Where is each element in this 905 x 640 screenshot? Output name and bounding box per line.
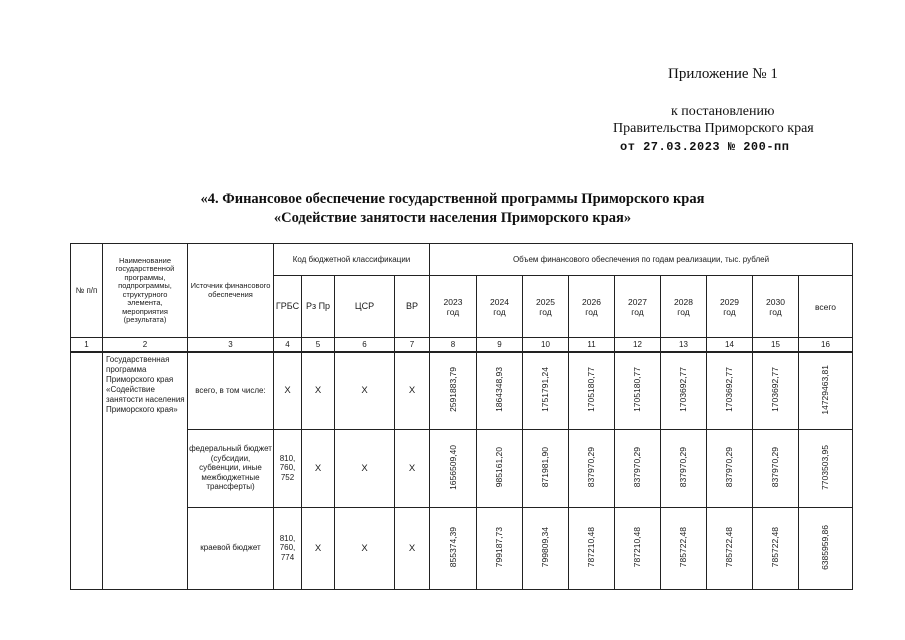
- col-number: 6: [335, 338, 395, 353]
- header-rzpr: Рз Пр: [302, 276, 335, 338]
- source-cell: всего, в том числе:: [188, 352, 274, 429]
- value-cell: 785722,48: [707, 507, 753, 589]
- program-number: [71, 352, 103, 589]
- rzpr-cell: X: [302, 352, 335, 429]
- value-cell: 1656509,40: [430, 429, 477, 507]
- to-resolution-label: к постановлению: [671, 104, 775, 119]
- csr-cell: X: [335, 429, 395, 507]
- value-cell: 2591883,79: [430, 352, 477, 429]
- col-number: 2: [103, 338, 188, 353]
- value-cell: 1703692,77: [661, 352, 707, 429]
- value-cell: 837970,29: [615, 429, 661, 507]
- value-cell: 1703692,77: [753, 352, 799, 429]
- value-cell: 787210,48: [615, 507, 661, 589]
- value-cell: 1864348,93: [477, 352, 523, 429]
- grbs-cell: 810, 760, 774: [274, 507, 302, 589]
- header-year-2028: 2028 год: [661, 276, 707, 338]
- grbs-cell: X: [274, 352, 302, 429]
- appendix-label: Приложение № 1: [668, 66, 778, 82]
- col-number: 16: [799, 338, 853, 353]
- header-source: Источник финансового обеспечения: [188, 244, 274, 338]
- government-label: Правительства Приморского края: [613, 121, 814, 136]
- col-number: 9: [477, 338, 523, 353]
- value-cell: 1705180,77: [615, 352, 661, 429]
- financing-table: [70, 243, 853, 590]
- col-number: 11: [569, 338, 615, 353]
- value-cell: 855374,39: [430, 507, 477, 589]
- col-number: 10: [523, 338, 569, 353]
- program-name: Государственная программа Приморского края «Содействие занятости населения Приморского края»: [103, 352, 188, 589]
- table-row-regional: [71, 507, 853, 589]
- col-number: 14: [707, 338, 753, 353]
- table-row-total: [71, 352, 853, 429]
- col-number: 3: [188, 338, 274, 353]
- value-cell: 6385959,86: [799, 507, 853, 589]
- header-volume: Объем финансового обеспечения по годам реализации, тыс. рублей: [430, 244, 853, 276]
- value-cell: 785722,48: [753, 507, 799, 589]
- header-year-2027: 2027 год: [615, 276, 661, 338]
- vr-cell: X: [395, 429, 430, 507]
- table-row-federal: [71, 429, 853, 507]
- header-year-2025: 2025 год: [523, 276, 569, 338]
- col-number: 4: [274, 338, 302, 353]
- document-title-line-2: «Содействие занятости населения Приморского края»: [273, 210, 632, 226]
- header-vr: ВР: [395, 276, 430, 338]
- value-cell: 1751791,24: [523, 352, 569, 429]
- header-name: Наименование государственной программы, подпрограммы, структурного элемента, мероприятия (результата): [103, 244, 188, 338]
- header-no: № п/п: [71, 244, 103, 338]
- vr-cell: X: [395, 507, 430, 589]
- rzpr-cell: X: [302, 429, 335, 507]
- value-cell: 14729463,81: [799, 352, 853, 429]
- header-year-2026: 2026 год: [569, 276, 615, 338]
- header-total: всего: [799, 276, 853, 338]
- value-cell: 7703503,95: [799, 429, 853, 507]
- vr-cell: X: [395, 352, 430, 429]
- value-cell: 871981,90: [523, 429, 569, 507]
- grbs-cell: 810, 760, 752: [274, 429, 302, 507]
- value-cell: 985161,20: [477, 429, 523, 507]
- value-cell: 837970,29: [569, 429, 615, 507]
- value-cell: 799187,73: [477, 507, 523, 589]
- header-csr: ЦСР: [335, 276, 395, 338]
- value-cell: 837970,29: [661, 429, 707, 507]
- col-number: 13: [661, 338, 707, 353]
- value-cell: 787210,48: [569, 507, 615, 589]
- rzpr-cell: X: [302, 507, 335, 589]
- value-cell: 1705180,77: [569, 352, 615, 429]
- header-year-2030: 2030 год: [753, 276, 799, 338]
- resolution-date: от 27.03.2023 № 200-пп: [620, 140, 790, 154]
- csr-cell: X: [335, 507, 395, 589]
- source-cell: федеральный бюджет (субсидии, субвенции, иные межбюджетные трансферты): [188, 429, 274, 507]
- header-year-2024: 2024 год: [477, 276, 523, 338]
- col-number: 15: [753, 338, 799, 353]
- col-number: 12: [615, 338, 661, 353]
- value-cell: 785722,48: [661, 507, 707, 589]
- col-number: 8: [430, 338, 477, 353]
- document-title-line-1: «4. Финансовое обеспечение государственной программы Приморского края: [200, 191, 705, 207]
- csr-cell: X: [335, 352, 395, 429]
- value-cell: 837970,29: [753, 429, 799, 507]
- value-cell: 1703692,77: [707, 352, 753, 429]
- value-cell: 799809,34: [523, 507, 569, 589]
- header-grbs: ГРБС: [274, 276, 302, 338]
- value-cell: 837970,29: [707, 429, 753, 507]
- col-number: 5: [302, 338, 335, 353]
- col-number: 1: [71, 338, 103, 353]
- col-number: 7: [395, 338, 430, 353]
- header-kbk: Код бюджетной классификации: [274, 244, 430, 276]
- header-year-2029: 2029 год: [707, 276, 753, 338]
- header-year-2023: 2023 год: [430, 276, 477, 338]
- source-cell: краевой бюджет: [188, 507, 274, 589]
